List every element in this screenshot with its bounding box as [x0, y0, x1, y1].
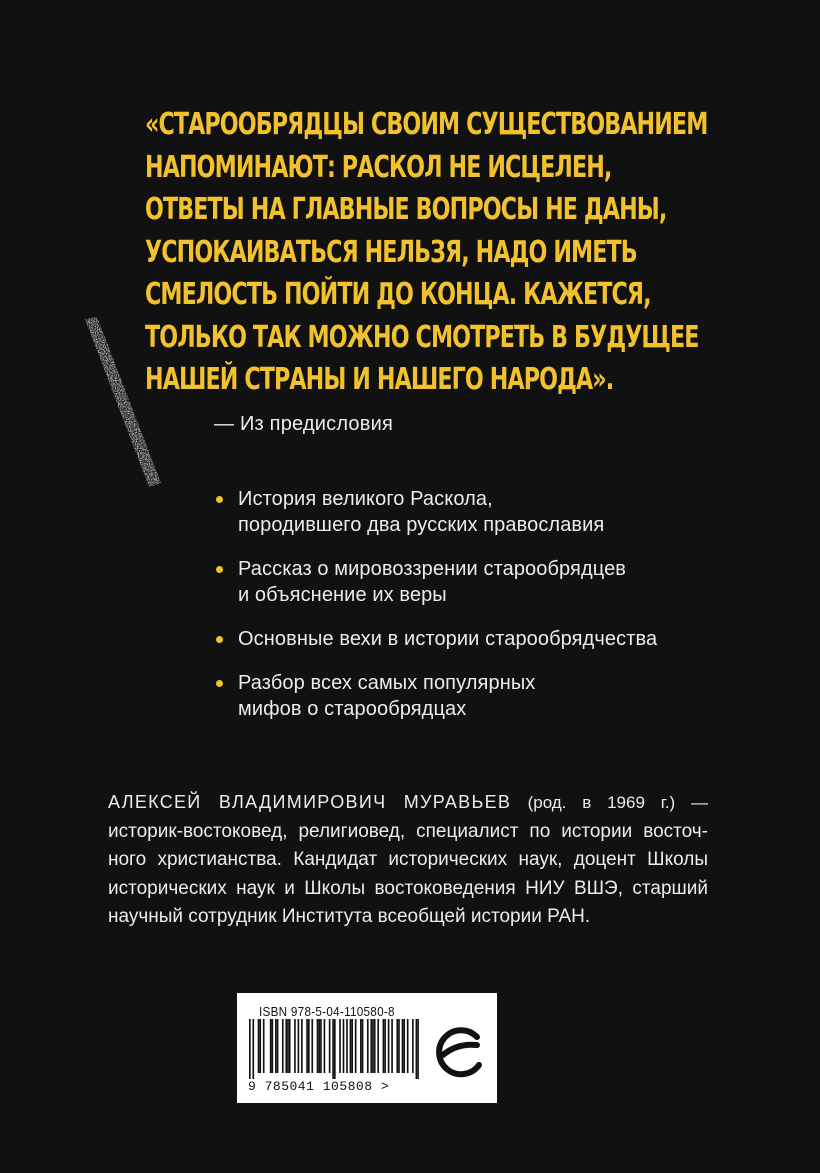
barcode-bar	[282, 1019, 284, 1073]
barcode-bar	[324, 1019, 326, 1073]
barcode-bar	[407, 1019, 409, 1073]
barcode-bar	[289, 1019, 291, 1073]
quote-line: ОТВЕТЫ НА ГЛАВНЫЕ ВОПРОСЫ НЕ ДАНЫ,	[145, 192, 667, 227]
barcode-bar	[403, 1019, 405, 1073]
barcode-bar	[317, 1019, 319, 1073]
author-bio-line: научный сотрудник Института всеобщей истории РАН.	[108, 906, 591, 927]
barcode-bar	[301, 1019, 303, 1073]
barcode-bar	[249, 1019, 251, 1079]
barcode-bar	[362, 1019, 364, 1073]
barcode-bar	[329, 1019, 331, 1073]
bullet-dot-icon	[216, 636, 223, 643]
bullet-dot-icon	[216, 566, 223, 573]
barcode-bar	[374, 1019, 376, 1073]
barcode-bar	[259, 1019, 261, 1073]
barcode-bar	[417, 1019, 419, 1079]
barcode-bar	[272, 1019, 274, 1073]
barcode-bar	[360, 1019, 362, 1073]
barcode-bar	[308, 1019, 310, 1073]
barcode-bar	[339, 1019, 341, 1073]
barcode-bar	[334, 1019, 336, 1079]
barcode-bar	[332, 1019, 334, 1079]
barcode-bar	[258, 1019, 260, 1073]
barcode-bar	[287, 1019, 289, 1073]
eksmo-e-logo-icon	[433, 1023, 485, 1083]
barcode-bar	[384, 1019, 386, 1073]
barcode-bar	[343, 1019, 345, 1073]
barcode-bar	[318, 1019, 320, 1073]
barcode-bar	[311, 1019, 313, 1073]
author-bio-line: исторических наук и Школы востоковедения НИУ ВШЭ, старший	[108, 877, 708, 899]
list-item-text: Разбор всех самых популярных	[238, 672, 536, 694]
list-item	[216, 670, 806, 722]
barcode-bars	[249, 1019, 419, 1079]
barcode-bar	[277, 1019, 279, 1073]
barcode-bar	[306, 1019, 308, 1073]
quote-line: ТОЛЬКО ТАК МОЖНО СМОТРЕТЬ В БУДУЩЕЕ	[145, 319, 699, 355]
quote-line: «СТАРООБРЯДЦЫ СВОИМ СУЩЕСТВОВАНИЕМ	[145, 107, 708, 142]
quote-line: НАШЕЙ СТРАНЫ И НАШЕГО НАРОДА».	[145, 362, 614, 397]
barcode-bar	[350, 1019, 352, 1073]
barcode-bar	[372, 1019, 374, 1073]
barcode-bar	[346, 1019, 348, 1073]
barcode-bar	[416, 1019, 418, 1079]
list-item-text: породившего два русских православия	[238, 514, 605, 536]
barcode-bar	[252, 1019, 254, 1079]
barcode-bar	[270, 1019, 272, 1073]
bullet-dot-icon	[216, 496, 223, 503]
author-bio-line: ного христианства. Кандидат исторических наук, доцент Школы	[108, 849, 708, 870]
author-dates: (род. в 1969 г.) —	[527, 793, 709, 812]
barcode-bar	[294, 1019, 296, 1073]
author-bio-line: историк-востоковед, религиовед, специалист по истории восточ-	[108, 820, 708, 842]
feature-list	[216, 486, 806, 740]
barcode-bar	[383, 1019, 385, 1073]
barcode-bar	[367, 1019, 369, 1073]
isbn-label: ISBN 978-5-04-110580-8	[259, 1004, 395, 1019]
quote-line: УСПОКАИВАТЬСЯ НЕЛЬЗЯ, НАДО ИМЕТЬ	[145, 234, 637, 270]
barcode-bar	[320, 1019, 322, 1073]
author-name: АЛЕКСЕЙ ВЛАДИМИРОВИЧ МУРАВЬЕВ	[108, 792, 512, 812]
barcode-bar	[377, 1019, 379, 1073]
pull-quote	[145, 104, 785, 402]
barcode-bar	[388, 1019, 390, 1073]
barcode-bar	[398, 1019, 400, 1073]
list-item-text: История великого Раскола,	[238, 488, 493, 510]
barcode-bar	[402, 1019, 404, 1073]
list-item-text: мифов о старообрядцах	[238, 698, 467, 720]
barcode-bar	[275, 1019, 277, 1073]
barcode-bar	[396, 1019, 398, 1073]
barcode-bar	[263, 1019, 265, 1073]
list-item-text: Основные вехи в истории старообрядчества	[238, 628, 658, 650]
list-item	[216, 486, 806, 538]
barcode-bar	[391, 1019, 393, 1073]
list-item	[216, 556, 806, 608]
quote-line: СМЕЛОСТЬ ПОЙТИ ДО КОНЦА. КАЖЕТСЯ,	[145, 277, 651, 312]
barcode-digits: 9 785041 105808 >	[248, 1079, 390, 1094]
author-bio	[108, 788, 708, 932]
barcode-bar	[412, 1019, 414, 1073]
barcode-panel	[237, 993, 497, 1103]
author-bio-line	[108, 788, 708, 818]
quote-source: — Из предисловия	[214, 413, 393, 435]
barcode-bar	[298, 1019, 300, 1073]
list-item	[216, 626, 806, 652]
barcode-bar	[370, 1019, 372, 1073]
bullet-dot-icon	[216, 680, 223, 687]
quote-line: НАПОМИНАЮТ: РАСКОЛ НЕ ИСЦЕЛЕН,	[145, 149, 612, 185]
list-item-text: Рассказ о мировоззрении старообрядцев	[238, 558, 627, 580]
barcode-bar	[355, 1019, 357, 1073]
barcode-bar	[351, 1019, 353, 1073]
list-item-text: и объяснение их веры	[238, 584, 447, 606]
barcode-bar	[285, 1019, 287, 1073]
